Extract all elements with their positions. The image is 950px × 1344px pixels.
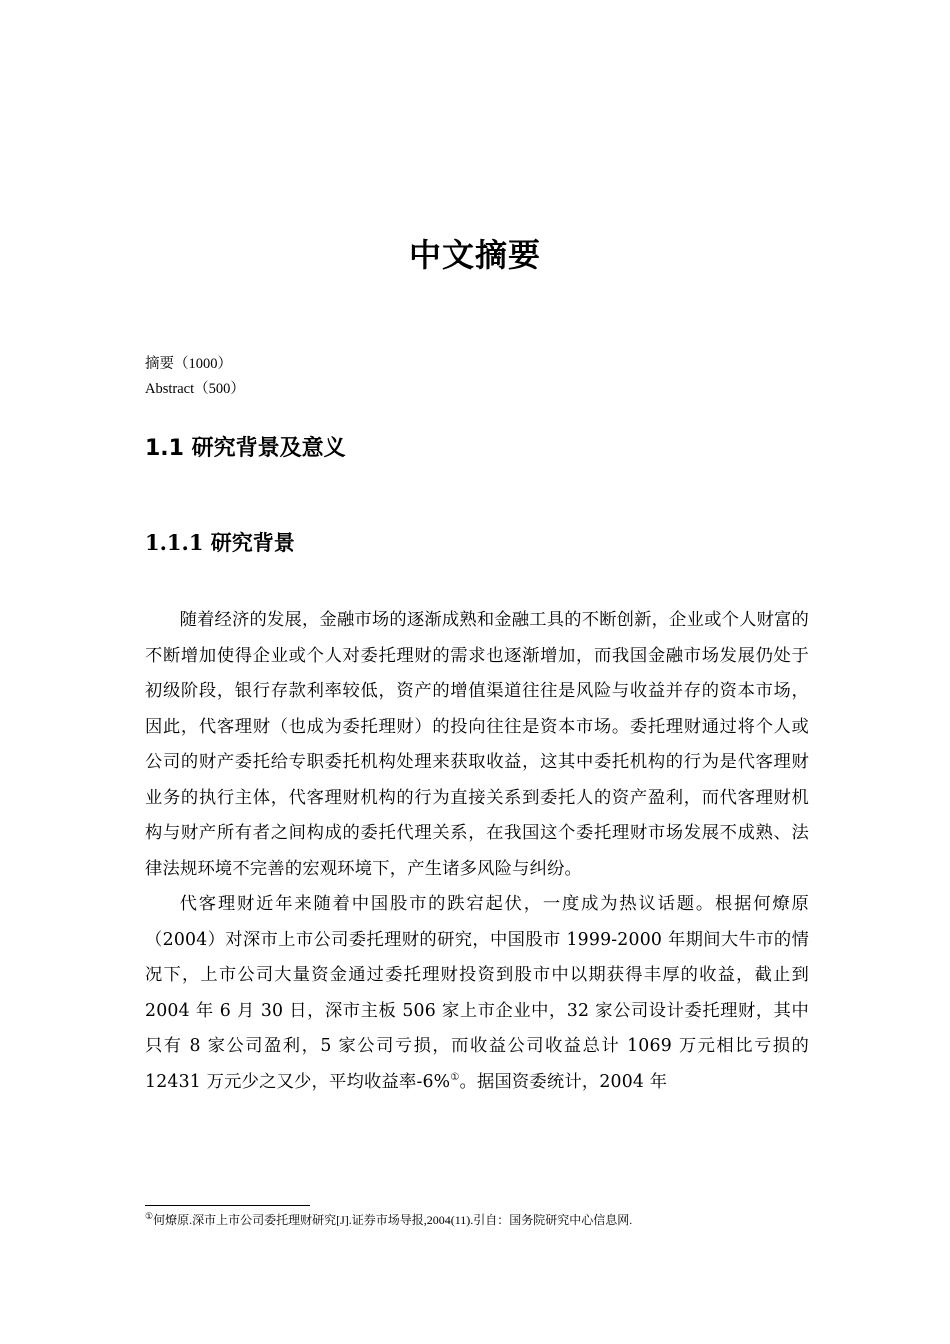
paragraph-1: 随着经济的发展，金融市场的逐渐成熟和金融工具的不断创新，企业或个人财富的不断增加使得企业或个人对委托理财的需求也逐渐增加，而我国金融市场发展仍处于初级阶段，银行存款利率较低，资产的增值渠道往往是风险与收益并存的资本市场，因此，代客理财（也成为委托理财）的投向往往是资本市场。委托理财通过将个人或公司的财产委托给专职委托机构处理来获取收益，这其中委托机构的行为是代客理财业务的执行主体，代客理财机构的行为直接关系到委托人的资产盈利，而代客理财机构与财产所有者之间构成的委托代理关系，在我国这个委托理财市场发展不成熟、法律法规环境不完善的宏观环境下，产生诸多风险与纠纷。 [145,610,809,879]
toc-item-abstract-cn: 摘要（1000） [145,356,232,372]
body-text [145,603,809,1100]
section-heading: 1.1 研究背景及意义 [145,436,346,461]
page-title: 中文摘要 [408,236,541,274]
footnote-marker: ① [145,1211,154,1221]
paragraph-2-tail: 。据国资委统计，2004 年 [459,1071,668,1092]
footnote-text: 何燎原.深市上市公司委托理财研究[J].证券市场导报,2004(11).引自：国务院研究中心信息网. [153,1213,633,1227]
subsection-heading: 1.1.1 研究背景 [145,530,295,555]
footnote [145,1211,632,1229]
paragraph-2 [145,887,809,1100]
footnote-reference[interactable]: ① [450,1071,460,1083]
footnote-separator [145,1205,310,1206]
toc-item-abstract-en: Abstract（500） [145,381,245,397]
paragraph-2-text: 代客理财近年来随着中国股市的跌宕起伏，一度成为热议话题。根据何燎原（2004）对深市上市公司委托理财的研究，中国股市 1999-2000 年期间大牛市的情况下，上市公司大量资金通过委托理财投资到股市中以期获得丰厚的收益，截止到 2004 年 6 月 30 日，深市主板 506 家上市企业中，32 家公司设计委托理财，其中只有 8 家公司盈利，5 家公司亏损，而收益公司收益总计 1069 万元相比亏损的 12431 万元少之又少，平均收益率-6% [145,894,809,1092]
